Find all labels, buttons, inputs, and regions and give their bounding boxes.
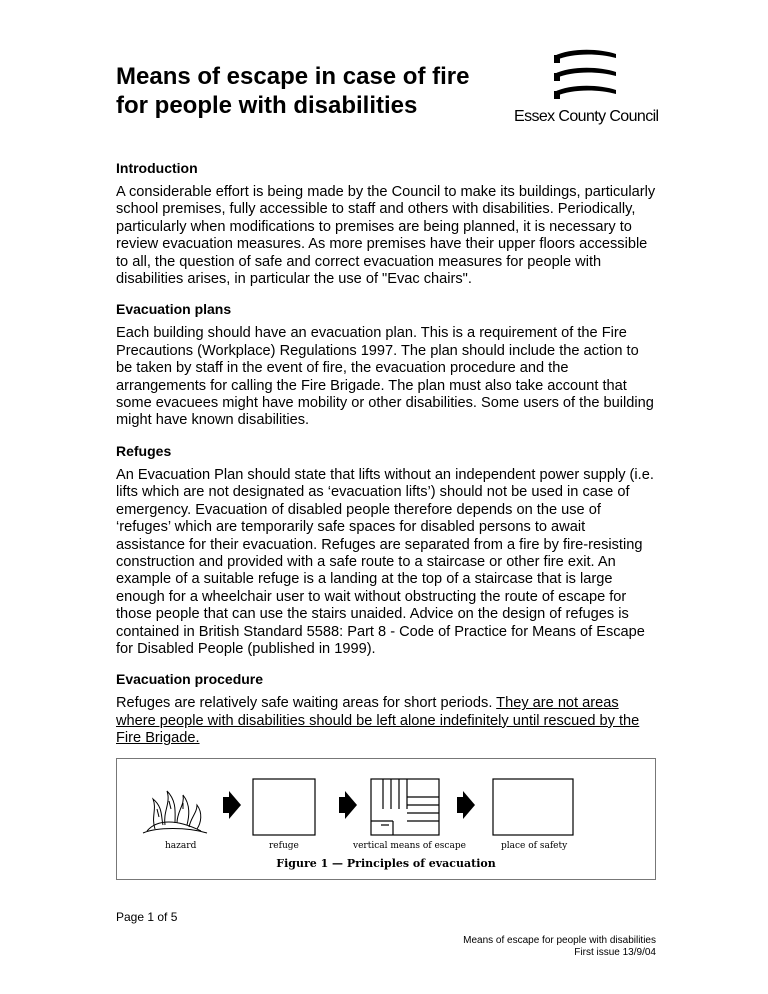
section-paragraph: An Evacuation Plan should state that lifts without an independent power supply (i.e. lifts which are not designated as ‘evacuation lifts’) should not be used in case of emergency. Evacuation of disabled people therefore depends on the use of ‘refuges’ which are temporarily safe spaces for disabled persons to await assistance for their evacuation. Refuges are separated from a fire by fire-resisting construction and provided with a safe route to a staircase or other fire exit. An example of a suitable refuge is a landing at the top of a staircase that is large enough for a wheelchair user to wait without obstructing the route of escape for those people that can use the stairs unaided. Advice on the design of refuges is contained in British Standard 5588: Part 8 - Code of Practice for Means of Escape for Disabled People (published in 1999).	[116, 466, 654, 657]
footer-issue: First issue 13/9/04	[574, 947, 656, 958]
section-paragraph	[116, 695, 656, 747]
title-line-1: Means of escape in case of fire	[116, 63, 470, 90]
refuge-label: refuge	[269, 841, 299, 851]
paragraph-text: Refuges are relatively safe waiting areas for short periods.	[116, 695, 497, 712]
page-number: Page 1 of 5	[116, 910, 178, 924]
section-heading: Evacuation procedure	[116, 671, 264, 688]
section-evacuation-plans	[116, 301, 656, 429]
footer-info	[463, 935, 656, 959]
refuge-box	[253, 779, 315, 835]
section-refuges	[116, 443, 656, 658]
section-heading: Introduction	[116, 160, 198, 176]
staircase-icon	[371, 779, 439, 835]
footer-doc-title: Means of escape for people with disabilities	[463, 935, 656, 946]
section-heading: Refuges	[116, 442, 172, 459]
council-logo	[510, 46, 670, 136]
arrow-icon	[457, 791, 475, 819]
arrow-icon	[339, 791, 357, 819]
section-introduction	[116, 160, 656, 288]
section-evacuation-procedure	[116, 671, 656, 747]
place-of-safety-label: place of safety	[501, 841, 568, 851]
fire-hazard-icon	[143, 791, 207, 833]
section-paragraph: Each building should have an evacuation plan. This is a requirement of the Fire Precautions (Workplace) Regulations 1997. The plan should include the action to be taken by staff in the event of fire, the evacuation procedure and the arrangements for calling the Fire Brigade. The plan must also take account that some evacuees might have mobility or other disabilities. Some users of the building might have known disabilities.	[116, 325, 654, 429]
evacuation-figure	[116, 758, 656, 880]
three-seaxes-icon	[550, 46, 620, 104]
arrow-icon	[223, 791, 241, 819]
underlined-text: They are not areas where people with disabilities should be left alone indefinitely until rescued by the Fire Brigade.	[116, 695, 640, 747]
figure-caption: Figure 1 — Principles of evacuation	[276, 857, 496, 870]
document-body	[116, 160, 656, 761]
place-of-safety-box	[493, 779, 573, 835]
section-paragraph: A considerable effort is being made by the Council to make its buildings, particularly school premises, fully accessible to staff and others with disabilities. Periodically, particularly when modifications to premises are being planned, it is necessary to review evacuation measures. As more premises have their upper floors accessible to all, the question of safe and correct evacuation measures for people with disabilities arises, in particular the use of "Evac chairs".	[116, 184, 656, 288]
title-line-2: for people with disabilities	[116, 92, 418, 119]
logo-text: Essex County Council	[514, 108, 659, 125]
page-title	[116, 62, 496, 120]
hazard-label: hazard	[165, 841, 197, 851]
section-heading: Evacuation plans	[116, 301, 232, 318]
vertical-escape-label: vertical means of escape	[353, 841, 466, 851]
